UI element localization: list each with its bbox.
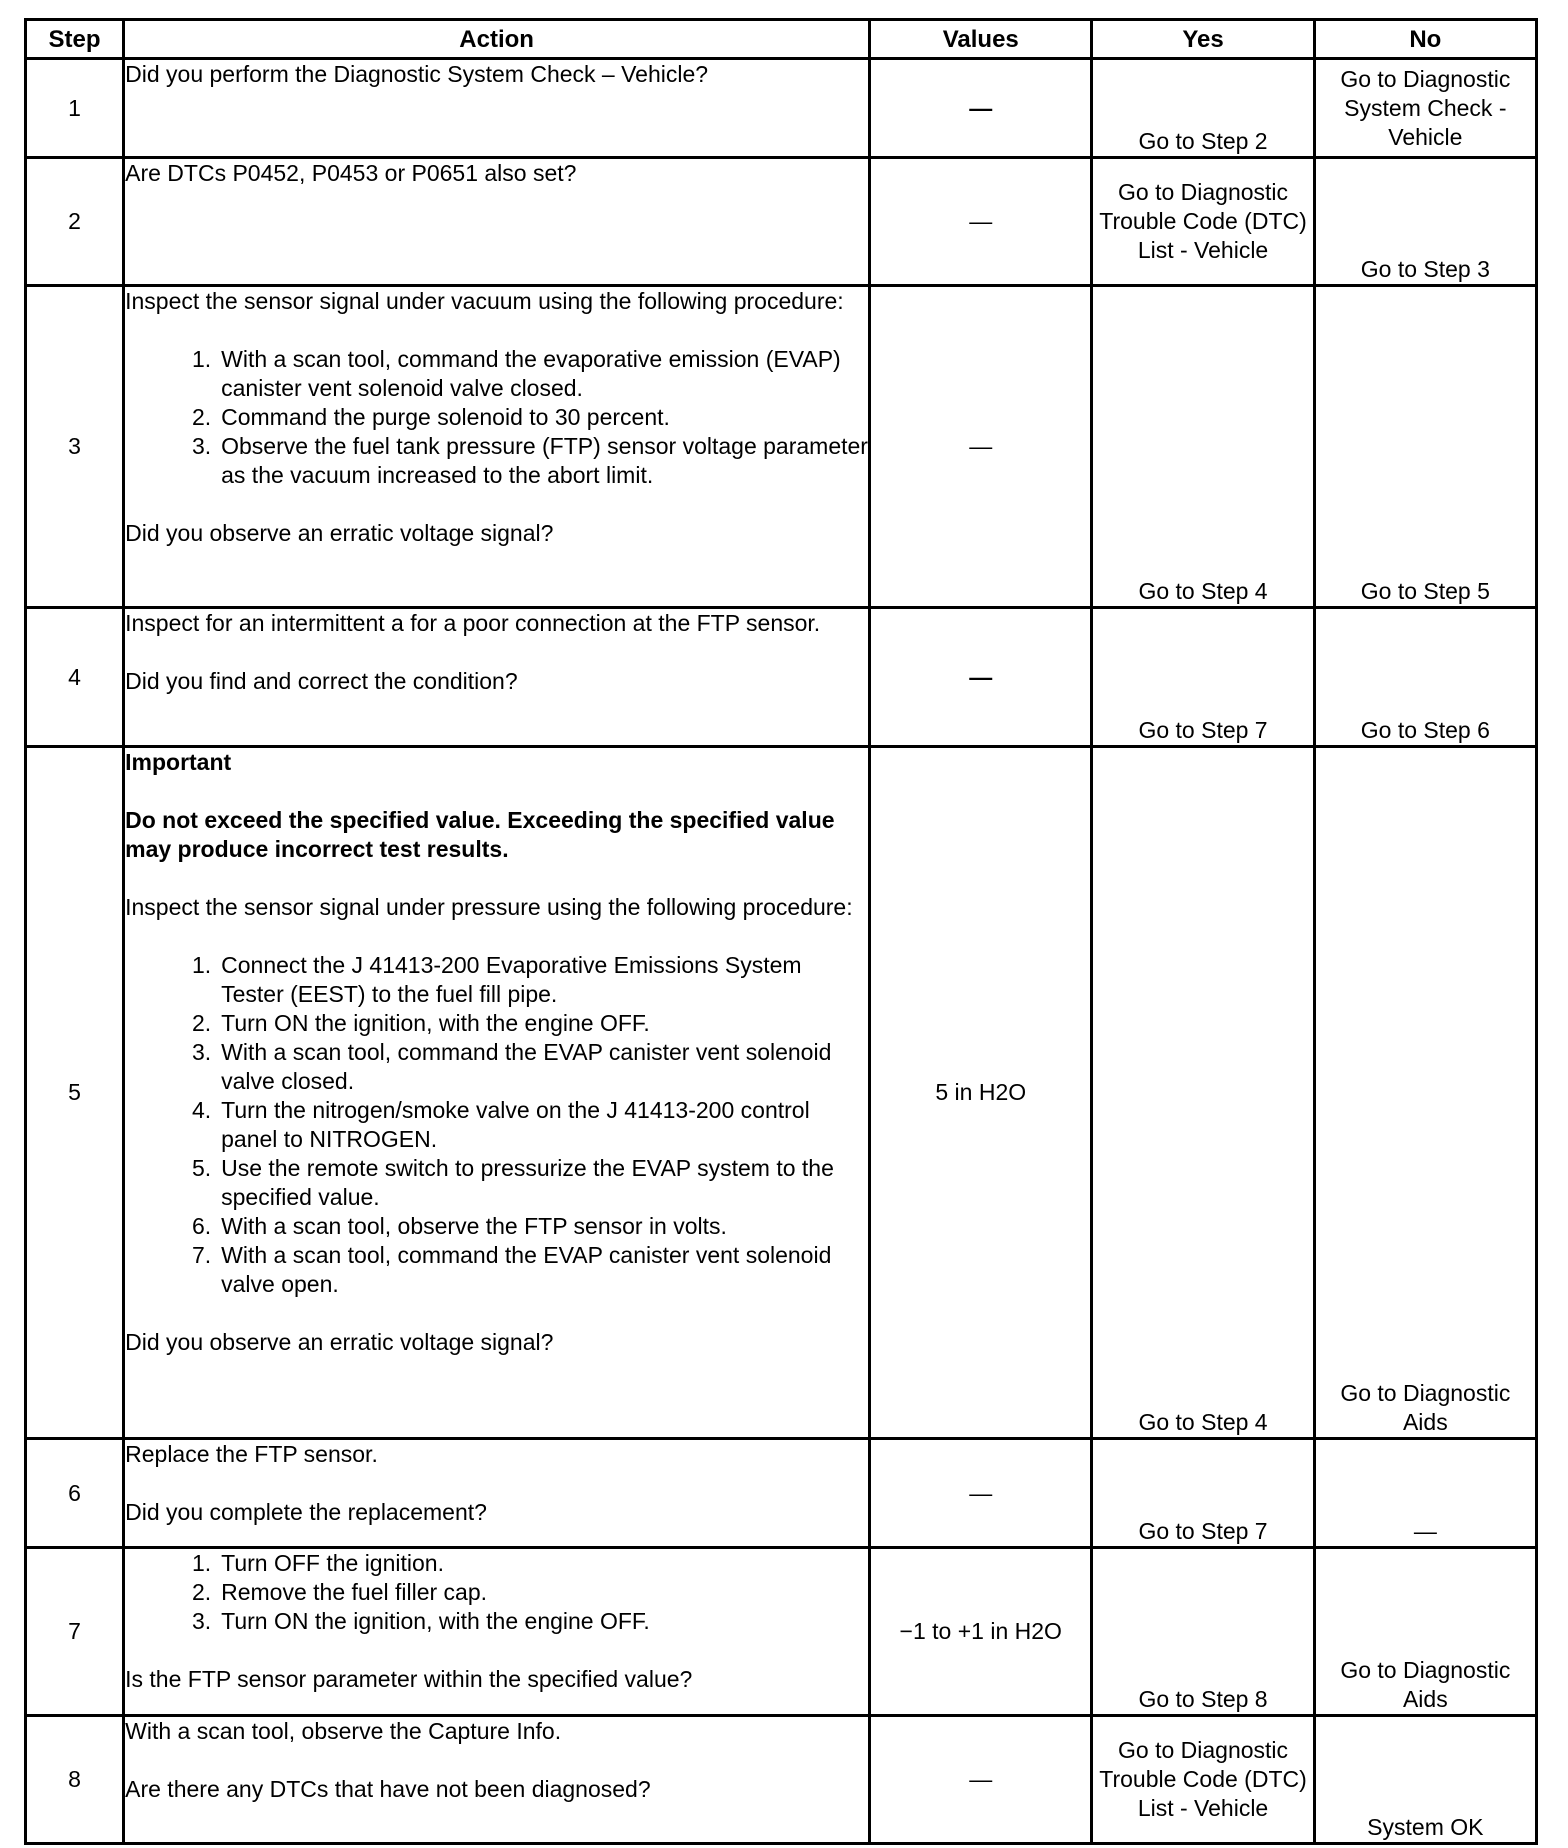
action-question: Are there any DTCs that have not been diagnosed? xyxy=(125,1776,651,1802)
action-question: Is the FTP sensor parameter within the specified value? xyxy=(125,1666,693,1692)
table-row xyxy=(26,608,1537,747)
values-cell: — xyxy=(870,59,1092,158)
step-number: 8 xyxy=(26,1716,124,1844)
action-cell xyxy=(124,1716,870,1844)
step-number: 7 xyxy=(26,1548,124,1716)
procedure-list xyxy=(125,951,868,1299)
step-number: 4 xyxy=(26,608,124,747)
procedure-step: 1. Connect the J 41413-200 Evaporative Emissions System Tester (EEST) to the fuel fill pipe. xyxy=(191,952,802,1007)
action-cell xyxy=(124,286,870,608)
yes-cell: Go to Step 7 xyxy=(1092,1439,1314,1548)
procedure-step: 1. With a scan tool, command the evaporative emission (EVAP) canister vent solenoid valve closed. xyxy=(191,346,841,401)
step-number: 6 xyxy=(26,1439,124,1548)
table-row xyxy=(26,1716,1537,1844)
action-question: Did you perform the Diagnostic System Check – Vehicle? xyxy=(125,61,709,87)
values-cell: — xyxy=(870,1716,1092,1844)
no-cell: Go to Diagnostic Aids xyxy=(1314,747,1536,1439)
yes-cell: Go to Step 2 xyxy=(1092,59,1314,158)
values-cell: — xyxy=(870,608,1092,747)
table-row xyxy=(26,59,1537,158)
header-action: Action xyxy=(124,20,870,59)
important-text: Do not exceed the specified value. Exceeding the specified value may produce incorrect test results. xyxy=(125,807,835,862)
action-cell xyxy=(124,608,870,747)
action-cell xyxy=(124,59,870,158)
procedure-step: 6. With a scan tool, observe the FTP sensor in volts. xyxy=(191,1213,727,1239)
action-intro: Inspect the sensor signal under vacuum using the following procedure: xyxy=(125,288,844,314)
no-cell: Go to Step 3 xyxy=(1314,158,1536,286)
procedure-step: 3. Turn ON the ignition, with the engine OFF. xyxy=(191,1608,650,1634)
procedure-list xyxy=(125,1549,868,1636)
yes-cell: Go to Step 4 xyxy=(1092,747,1314,1439)
action-cell xyxy=(124,158,870,286)
procedure-step: 2. Remove the fuel filler cap. xyxy=(191,1579,488,1605)
yes-cell: Go to Step 4 xyxy=(1092,286,1314,608)
procedure-step: 7. With a scan tool, command the EVAP canister vent solenoid valve open. xyxy=(191,1242,832,1297)
action-intro: Replace the FTP sensor. xyxy=(125,1441,378,1467)
yes-cell: Go to Step 8 xyxy=(1092,1548,1314,1716)
step-number: 5 xyxy=(26,747,124,1439)
values-cell: 5 in H2O xyxy=(870,747,1092,1439)
procedure-list xyxy=(125,345,868,490)
no-cell: Go to Diagnostic System Check - Vehicle xyxy=(1314,59,1536,158)
header-yes: Yes xyxy=(1092,20,1314,59)
step-number: 1 xyxy=(26,59,124,158)
procedure-step: 2. Turn ON the ignition, with the engine OFF. xyxy=(191,1010,650,1036)
yes-cell: Go to Diagnostic Trouble Code (DTC) List - Vehicle xyxy=(1092,158,1314,286)
action-question: Are DTCs P0452, P0453 or P0651 also set? xyxy=(125,160,577,186)
procedure-step: 1. Turn OFF the ignition. xyxy=(191,1550,444,1576)
header-row xyxy=(26,20,1537,59)
procedure-step: 3. Observe the fuel tank pressure (FTP) sensor voltage parameter as the vacuum increased to the abort limit. xyxy=(191,433,868,488)
table-row xyxy=(26,1548,1537,1716)
action-intro: Inspect the sensor signal under pressure using the following procedure: xyxy=(125,894,853,920)
table-row xyxy=(26,1439,1537,1548)
procedure-step: 3. With a scan tool, command the EVAP canister vent solenoid valve closed. xyxy=(191,1039,832,1094)
no-cell: Go to Step 6 xyxy=(1314,608,1536,747)
no-cell: Go to Step 5 xyxy=(1314,286,1536,608)
important-label: Important xyxy=(125,749,232,775)
values-cell: — xyxy=(870,286,1092,608)
step-number: 3 xyxy=(26,286,124,608)
procedure-step: 5. Use the remote switch to pressurize the EVAP system to the specified value. xyxy=(191,1155,834,1210)
action-question: Did you observe an erratic voltage signal? xyxy=(125,520,554,546)
no-cell: Go to Diagnostic Aids xyxy=(1314,1548,1536,1716)
action-cell xyxy=(124,747,870,1439)
header-values: Values xyxy=(870,20,1092,59)
table-row xyxy=(26,747,1537,1439)
table-row xyxy=(26,158,1537,286)
no-cell: System OK xyxy=(1314,1716,1536,1844)
procedure-step: 4. Turn the nitrogen/smoke valve on the J 41413-200 control panel to NITROGEN. xyxy=(191,1097,810,1152)
values-cell: — xyxy=(870,1439,1092,1548)
yes-cell: Go to Diagnostic Trouble Code (DTC) List - Vehicle xyxy=(1092,1716,1314,1844)
values-cell: — xyxy=(870,158,1092,286)
action-intro: With a scan tool, observe the Capture Info. xyxy=(125,1718,562,1744)
header-step: Step xyxy=(26,20,124,59)
no-cell: — xyxy=(1314,1439,1536,1548)
step-number: 2 xyxy=(26,158,124,286)
values-cell: −1 to +1 in H2O xyxy=(870,1548,1092,1716)
diagnostic-table xyxy=(24,18,1538,1845)
header-no: No xyxy=(1314,20,1536,59)
action-intro: Inspect for an intermittent a for a poor connection at the FTP sensor. xyxy=(125,610,821,636)
action-question: Did you observe an erratic voltage signal? xyxy=(125,1329,554,1355)
action-cell xyxy=(124,1439,870,1548)
action-question: Did you find and correct the condition? xyxy=(125,668,518,694)
action-cell xyxy=(124,1548,870,1716)
action-question: Did you complete the replacement? xyxy=(125,1499,487,1525)
procedure-step: 2. Command the purge solenoid to 30 percent. xyxy=(191,404,670,430)
yes-cell: Go to Step 7 xyxy=(1092,608,1314,747)
table-row xyxy=(26,286,1537,608)
